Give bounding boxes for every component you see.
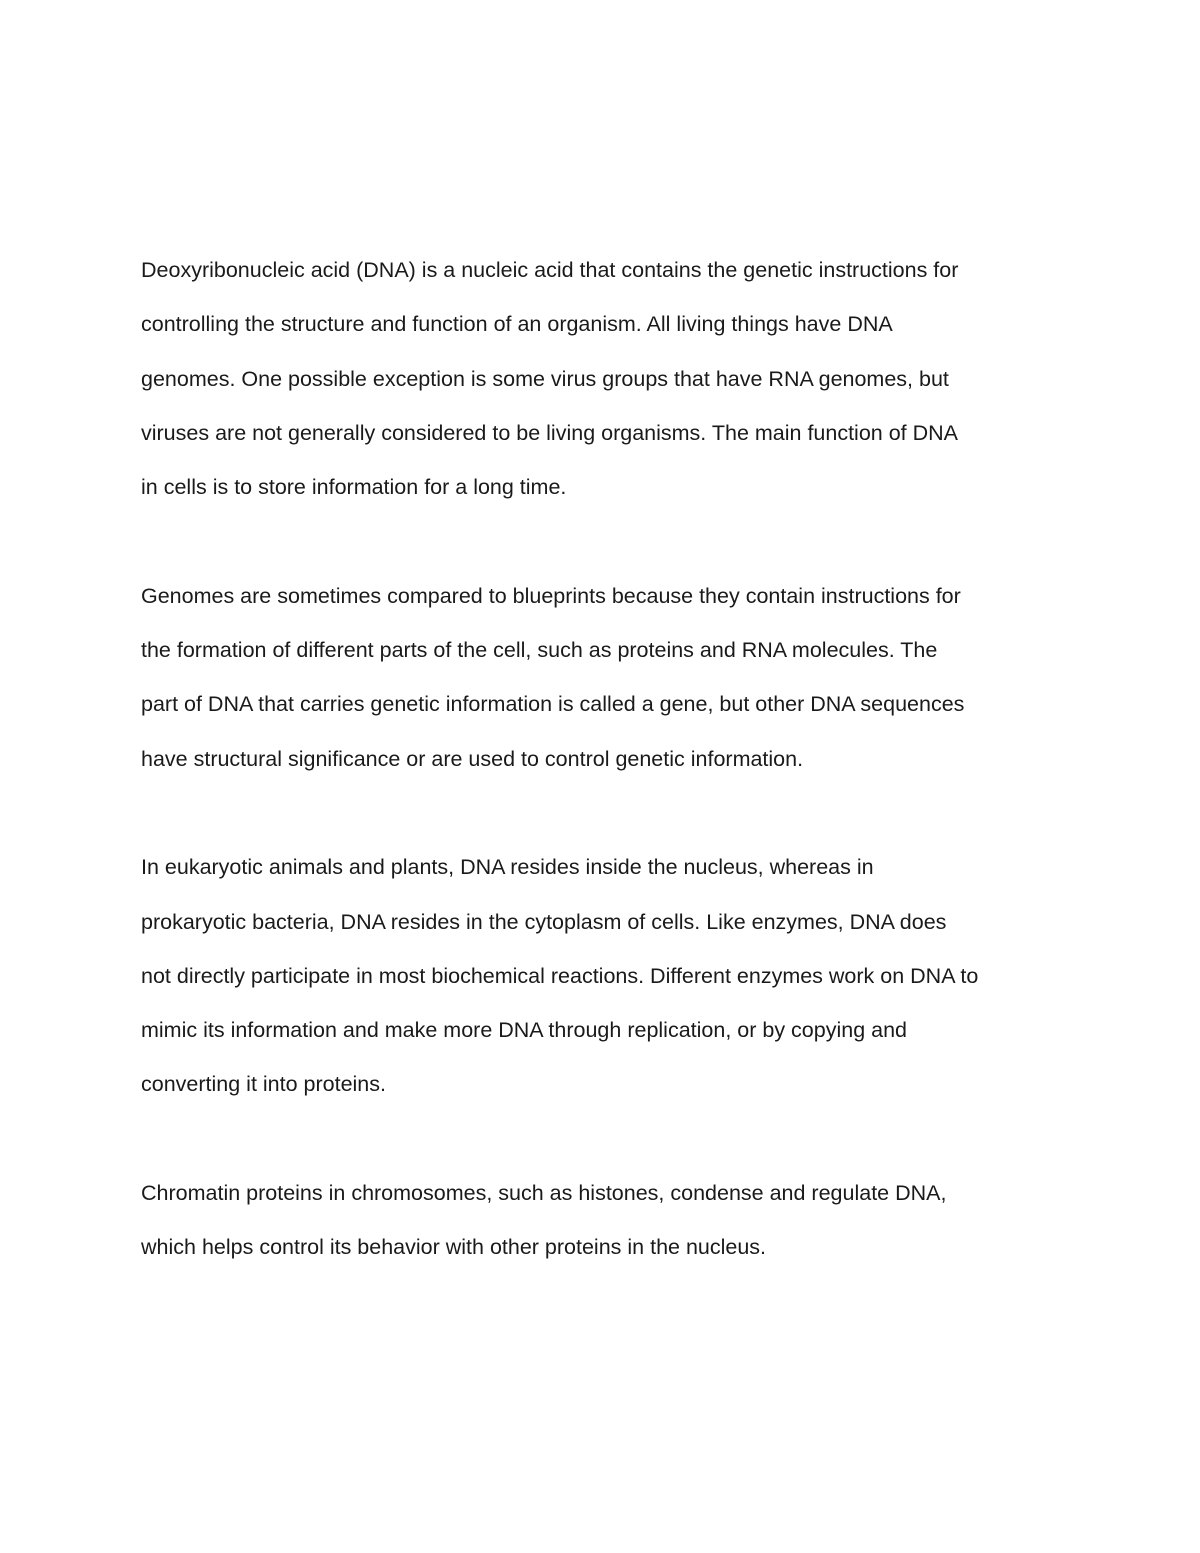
text-line: Chromatin proteins in chromosomes, such as histones, condense and regulate DNA, <box>141 1181 947 1206</box>
text-line: controlling the structure and function of an organism. All living things have DNA <box>141 312 893 337</box>
text-line: Genomes are sometimes compared to blueprints because they contain instructions for <box>141 583 961 608</box>
text-line: Deoxyribonucleic acid (DNA) is a nucleic acid that contains the genetic instructions for <box>141 258 959 282</box>
text-line: in cells is to store information for a long time. <box>141 475 567 500</box>
paragraph-spacer <box>141 514 1071 568</box>
text-line: viruses are not generally considered to be living organisms. The main function of DNA <box>141 420 959 445</box>
paragraph-1 <box>141 243 1071 514</box>
text-line: not directly participate in most biochemical reactions. Different enzymes work on DNA to <box>141 963 979 988</box>
text-line: the formation of different parts of the cell, such as proteins and RNA molecules. The <box>141 638 938 663</box>
text-line: mimic its information and make more DNA through replication, or by copying and <box>141 1018 907 1043</box>
paragraph-spacer <box>141 1112 1071 1166</box>
paragraph-4 <box>141 1166 1071 1275</box>
text-line: which helps control its behavior with other proteins in the nucleus. <box>141 1235 767 1260</box>
text-line: prokaryotic bacteria, DNA resides in the cytoplasm of cells. Like enzymes, DNA does <box>141 909 947 934</box>
document-body <box>141 243 1071 1275</box>
text-line: part of DNA that carries genetic information is called a gene, but other DNA sequences <box>141 692 965 717</box>
paragraph-3 <box>141 840 1071 1111</box>
text-line: converting it into proteins. <box>141 1072 386 1097</box>
paragraph-spacer <box>141 786 1071 840</box>
text-line: In eukaryotic animals and plants, DNA resides inside the nucleus, whereas in <box>141 855 874 880</box>
text-line: genomes. One possible exception is some virus groups that have RNA genomes, but <box>141 366 949 391</box>
paragraph-2 <box>141 569 1071 786</box>
text-line: have structural significance or are used to control genetic information. <box>141 746 804 771</box>
